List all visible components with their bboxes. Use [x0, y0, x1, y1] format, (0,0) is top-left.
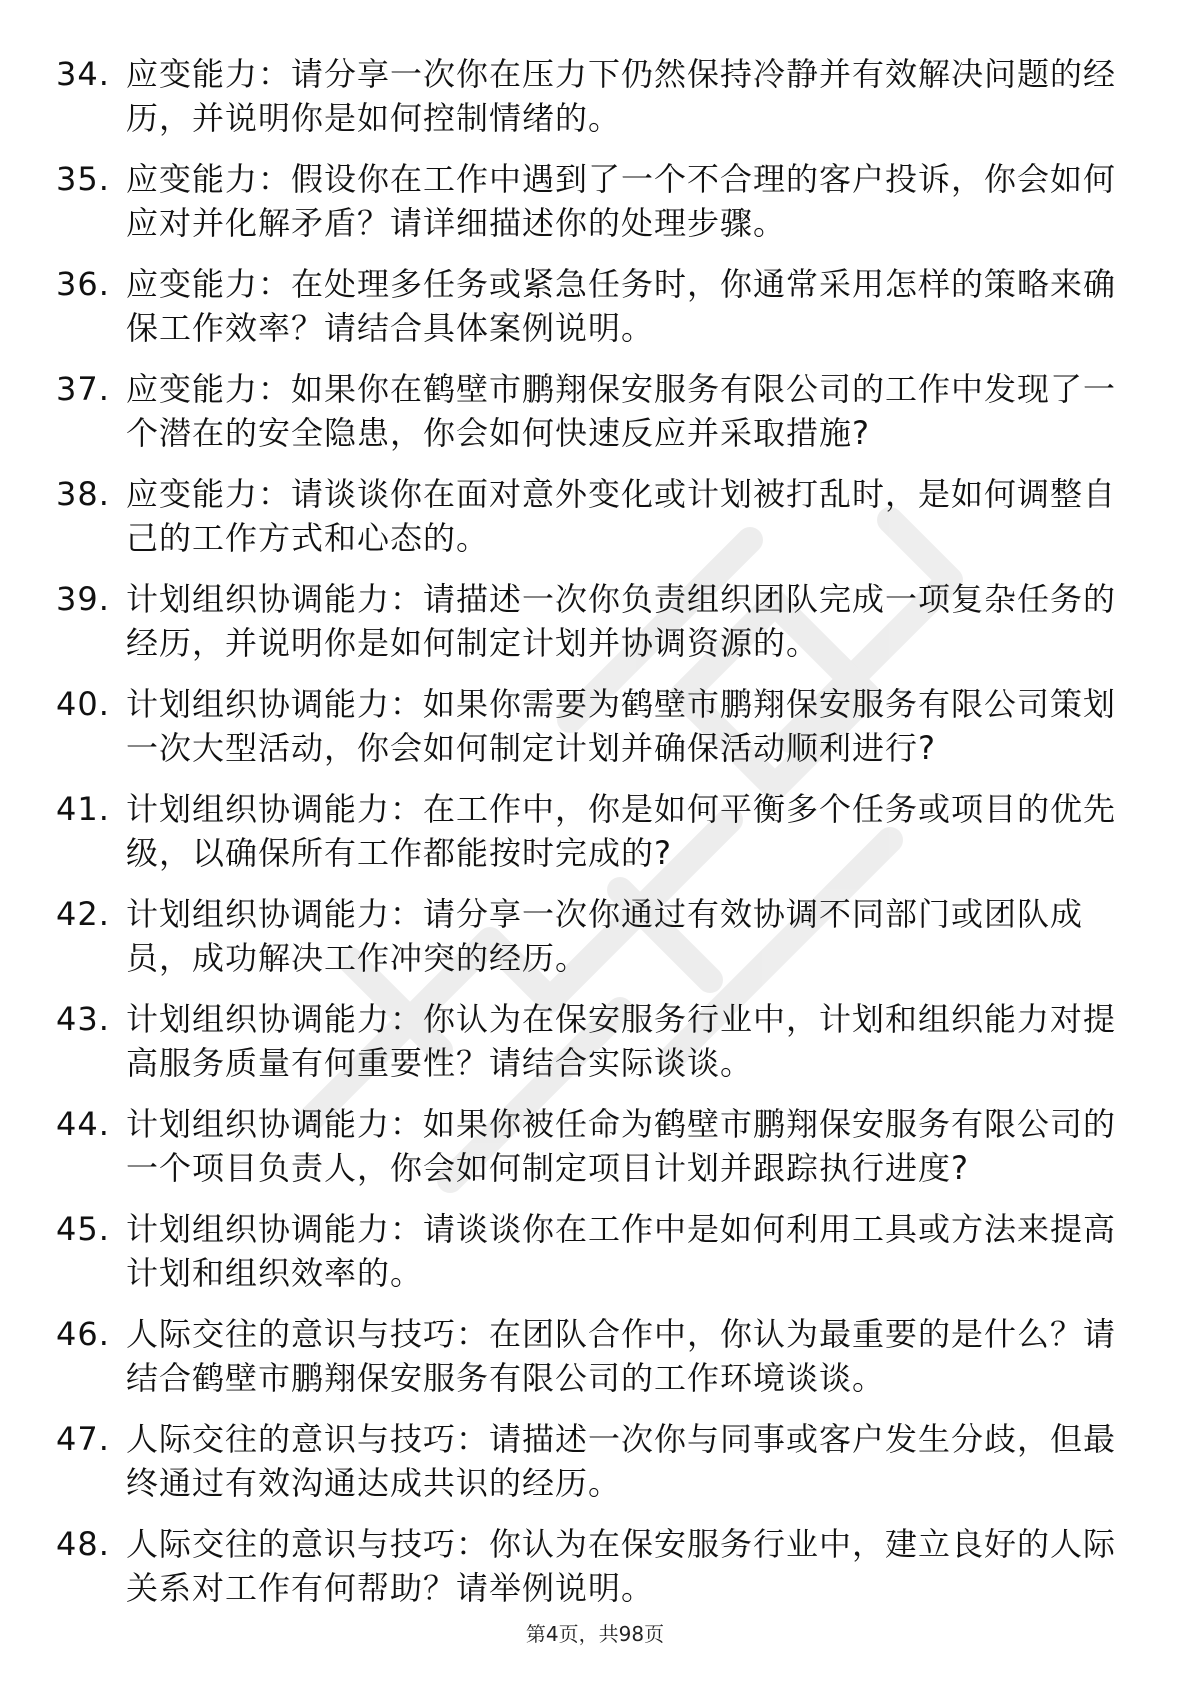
question-text: 应变能力：如果你在鹤壁市鹏翔保安服务有限公司的工作中发现了一个潜在的安全隐患，你会如何快速反应并采取措施?: [126, 370, 1117, 452]
question-item: [56, 1417, 1136, 1505]
question-number: 47.: [56, 1420, 110, 1458]
question-item: [56, 577, 1136, 665]
question-text: 计划组织协调能力：你认为在保安服务行业中，计划和组织能力对提高服务质量有何重要性？请结合实际谈谈。: [126, 1000, 1117, 1082]
question-text: 应变能力：假设你在工作中遇到了一个不合理的客户投诉，你会如何应对并化解矛盾？请详细描述你的处理步骤。: [126, 160, 1117, 242]
question-item: [56, 787, 1136, 875]
question-text: 应变能力：请分享一次你在压力下仍然保持冷静并有效解决问题的经历，并说明你是如何控制情绪的。: [126, 55, 1117, 137]
question-text: 人际交往的意识与技巧：在团队合作中，你认为最重要的是什么？请结合鹤壁市鹏翔保安服务有限公司的工作环境谈谈。: [126, 1315, 1117, 1397]
question-number: 46.: [56, 1315, 110, 1353]
question-text: 应变能力：请谈谈你在面对意外变化或计划被打乱时，是如何调整自己的工作方式和心态的。: [126, 475, 1117, 557]
question-item: [56, 472, 1136, 560]
question-list: [56, 52, 1136, 1627]
question-number: 39.: [56, 580, 110, 618]
question-number: 38.: [56, 475, 110, 513]
question-item: [56, 1522, 1136, 1610]
question-number: 44.: [56, 1105, 110, 1143]
question-item: [56, 52, 1136, 140]
question-text: 计划组织协调能力：请谈谈你在工作中是如何利用工具或方法来提高计划和组织效率的。: [126, 1210, 1117, 1292]
question-item: [56, 367, 1136, 455]
question-text: 计划组织协调能力：在工作中，你是如何平衡多个任务或项目的优先级，以确保所有工作都能按时完成的?: [126, 790, 1117, 872]
question-item: [56, 682, 1136, 770]
page-footer: [0, 1618, 1190, 1647]
question-item: [56, 892, 1136, 980]
question-number: 40.: [56, 685, 110, 723]
question-number: 43.: [56, 1000, 110, 1038]
question-number: 36.: [56, 265, 110, 303]
question-number: 35.: [56, 160, 110, 198]
question-item: [56, 997, 1136, 1085]
question-number: 34.: [56, 55, 110, 93]
page-number-label: 第4页，共98页: [525, 1622, 665, 1646]
question-item: [56, 1312, 1136, 1400]
question-text: 计划组织协调能力：如果你需要为鹤壁市鹏翔保安服务有限公司策划一次大型活动，你会如何制定计划并确保活动顺利进行?: [126, 685, 1117, 767]
question-text: 应变能力：在处理多任务或紧急任务时，你通常采用怎样的策略来确保工作效率？请结合具体案例说明。: [126, 265, 1117, 347]
question-item: [56, 1102, 1136, 1190]
question-number: 48.: [56, 1525, 110, 1563]
question-number: 42.: [56, 895, 110, 933]
question-number: 45.: [56, 1210, 110, 1248]
question-item: [56, 1207, 1136, 1295]
question-number: 41.: [56, 790, 110, 828]
question-text: 计划组织协调能力：请分享一次你通过有效协调不同部门或团队成员，成功解决工作冲突的经历。: [126, 895, 1084, 977]
question-item: [56, 262, 1136, 350]
question-text: 人际交往的意识与技巧：你认为在保安服务行业中，建立良好的人际关系对工作有何帮助？请举例说明。: [126, 1525, 1117, 1607]
question-text: 计划组织协调能力：如果你被任命为鹤壁市鹏翔保安服务有限公司的一个项目负责人，你会如何制定项目计划并跟踪执行进度?: [126, 1105, 1117, 1187]
question-text: 计划组织协调能力：请描述一次你负责组织团队完成一项复杂任务的经历，并说明你是如何制定计划并协调资源的。: [126, 580, 1117, 662]
question-text: 人际交往的意识与技巧：请描述一次你与同事或客户发生分歧，但最终通过有效沟通达成共识的经历。: [126, 1420, 1117, 1502]
question-item: [56, 157, 1136, 245]
question-number: 37.: [56, 370, 110, 408]
